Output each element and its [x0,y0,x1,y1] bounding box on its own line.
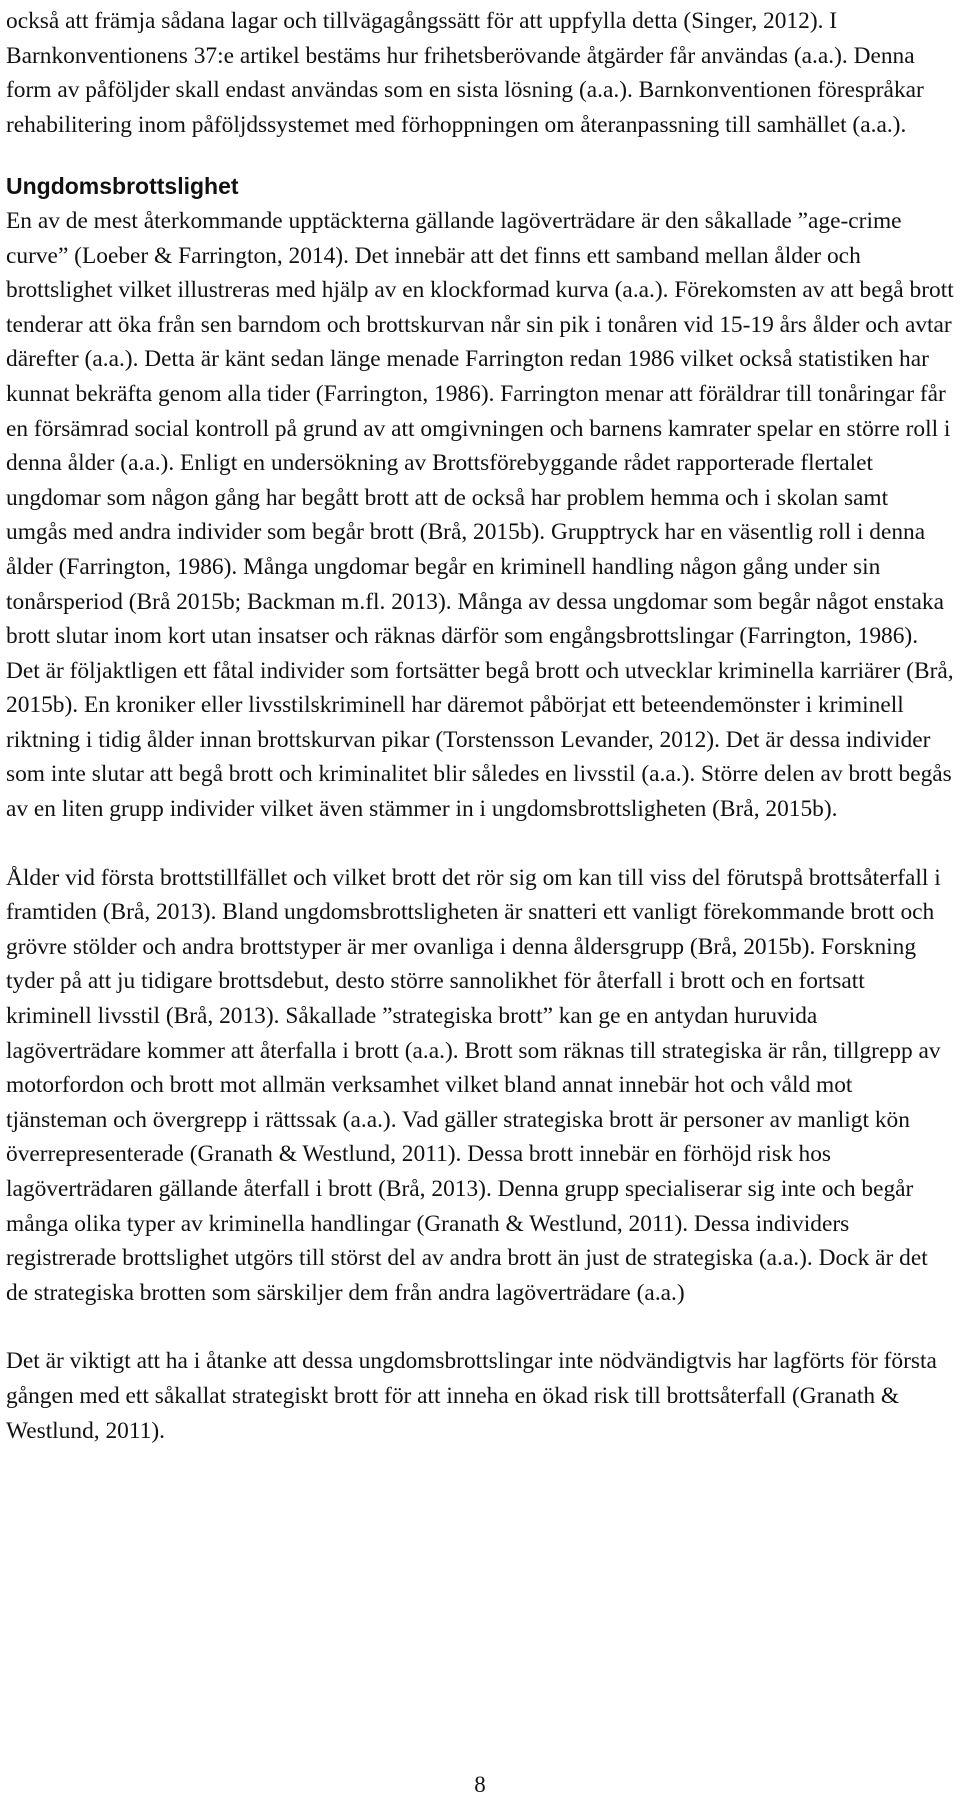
body-paragraph-strategic-crimes: Ålder vid första brottstillfället och vilket brott det rör sig om kan till viss del förutspå brottsåterfall i framtiden (Brå, 2013). Bland ungdomsbrottsligheten är snatteri ett vanligt förekommande brott och grövre stölder och andra brottstyper är mer ovanliga i denna åldersgrupp (Brå, 2015b). Forskning tyder på att ju tidigare brottsdebut, desto större sannolikhet för återfall i brott och en fortsatt kriminell livsstil (Brå, 2013). Såkallade ”strategiska brott” kan ge en antydan huruvida lagöverträdare kommer att återfalla i brott (a.a.). Brott som räknas till strategiska är rån, tillgrepp av motorfordon och brott mot allmän verksamhet vilket bland annat innebär hot och våld mot tjänsteman och övergrepp i rättssak (a.a.). Vad gäller strategiska brott är personer av manligt kön överrepresenterade (Granath & Westlund, 2011). Dessa brott innebär en förhöjd risk hos lagöverträdaren gällande återfall i brott (Brå, 2013). Denna grupp specialiserar sig inte och begår många olika typer av kriminella handlingar (Granath & Westlund, 2011). Dessa individers registrerade brottslighet utgörs till störst del av andra brott än just de strategiska (a.a.). Dock är det de strategiska brotten som särskiljer dem från andra lagöverträdare (a.a.) [6,864,941,1306]
section-heading: Ungdomsbrottslighet [6,173,239,200]
intro-paragraph: också att främja sådana lagar och tillvägagångssätt för att uppfylla detta (Singer, 2012). I Barnkonventionens 37:e artikel bestäms hur frihetsberövande åtgärder får användas (a.a.). Denna form av påföljder skall endast användas som en sista lösning (a.a.). Barnkonventionen förespråkar rehabilitering inom påföljdssystemet med förhoppningen om återanpassning till samhället (a.a.). [6,8,924,138]
body-paragraph-age-crime: En av de mest återkommande upptäckterna gällande lagöverträdare är den såkallade ”age-crime curve” (Loeber & Farrington, 2014). Det innebär att det finns ett samband mellan ålder och brottslighet vilket illustreras med hjälp av en klockformad kurva (a.a.). Förekomsten av att begå brott tenderar att öka från sen barndom och brottskurvan når sin pik i tonåren vid 15-19 års ålder och avtar därefter (a.a.). Detta är känt sedan länge menade Farrington redan 1986 vilket också statistiken har kunnat bekräfta genom alla tider (Farrington, 1986). Farrington menar att föräldrar till tonåringar får en försämrad social kontroll på grund av att omgivningen och barnens kamrater spelar en större roll i denna ålder (a.a.). Enligt en undersökning av Brottsförebyggande rådet rapporterade flertalet ungdomar som någon gång har begått brott att de också har problem hemma och i skolan samt umgås med andra individer som begår brott (Brå, 2015b). Grupptryck har en väsentlig roll i denna ålder (Farrington, 1986). Många ungdomar begår en kriminell handling någon gång under sin tonårsperiod (Brå 2015b; Backman m.fl. 2013). Många av dessa ungdomar som begår något enstaka brott slutar inom kort utan insatser och räknas därför som engångsbrottslingar (Farrington, 1986). Det är följaktligen ett fåtal individer som fortsätter begå brott och utvecklar kriminella karriärer (Brå, 2015b). En kroniker eller livsstilskriminell har däremot påbörjat ett beteendemönster i kriminell riktning i tidig ålder innan brottskurvan pikar (Torstensson Levander, 2012). Det är dessa individer som inte slutar att begå brott och kriminalitet blir således en livsstil (a.a.). Större delen av brott begås av en liten grupp individer vilket även stämmer in i ungdomsbrottsligheten (Brå, 2015b). [6,207,954,823]
body-paragraph-conclusion: Det är viktigt att ha i åtanke att dessa ungdomsbrottslingar inte nödvändigtvis har lagförts för första gången med ett såkallat strategiskt brott för att inneha en ökad risk till brottsåterfall (Granath & Westlund, 2011). [6,1348,937,1444]
page-number: 8 [474,1772,486,1797]
